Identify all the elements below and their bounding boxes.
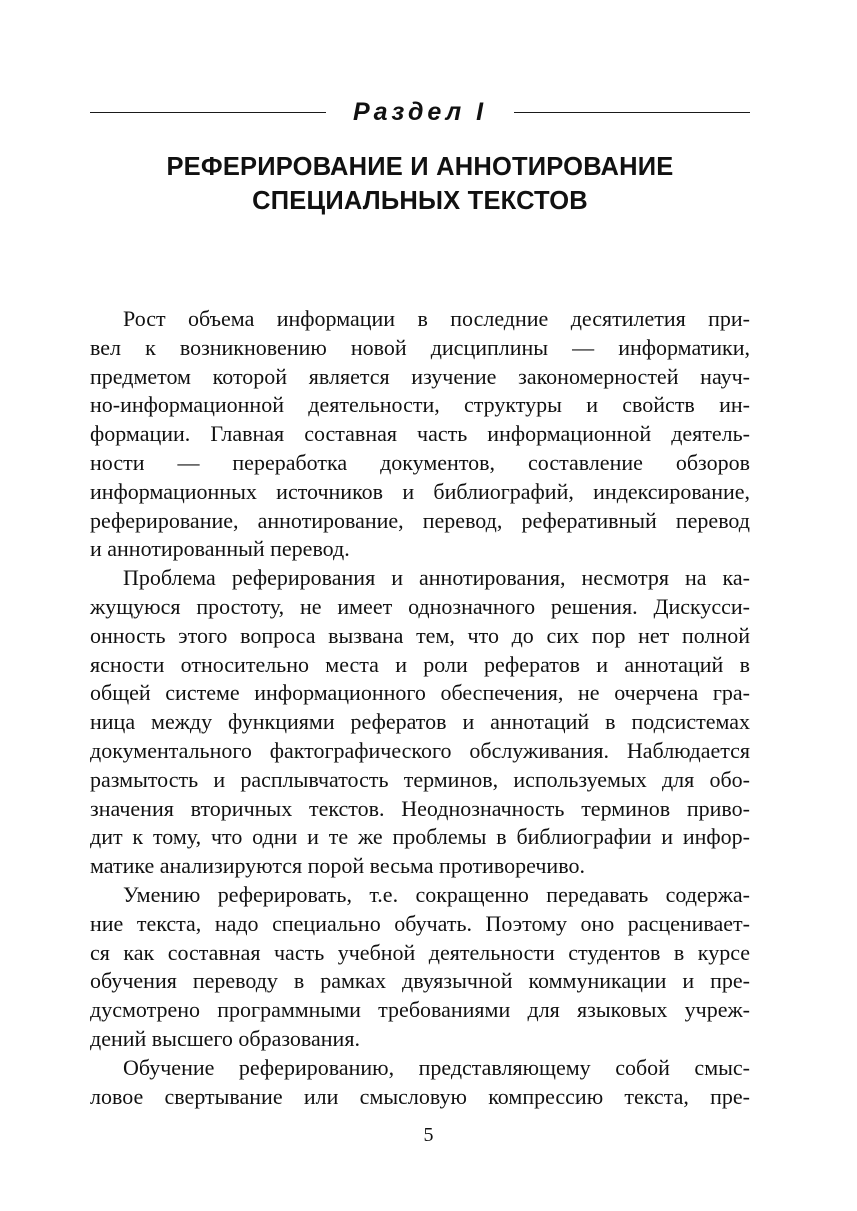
text-line: ловое свертывание или смысловую компрессию текста, пре-	[90, 1083, 750, 1109]
section-label: Раздел I	[352, 98, 488, 126]
text-line: размытость и расплывчатость терминов, используемых для обо-	[90, 766, 750, 792]
section-rule-left	[90, 112, 326, 113]
chapter-title	[90, 150, 750, 218]
text-line: вел к возникновению новой дисциплины — информатики,	[90, 334, 750, 360]
chapter-title-line-2: СПЕЦИАЛЬНЫХ ТЕКСТОВ	[252, 187, 588, 215]
text-line: матике анализируются порой весьма противоречиво.	[90, 853, 585, 879]
text-line: ние текста, надо специально обучать. Поэтому оно расценивает-	[90, 910, 750, 936]
text-line: обучения переводу в рамках двуязычной коммуникации и пре-	[90, 968, 750, 994]
text-line: дит к тому, что одни и те же проблемы в библиографии и инфор-	[90, 824, 750, 850]
body-text	[90, 305, 750, 1111]
text-line: Умению реферировать, т.е. сокращенно передавать содержа-	[123, 881, 750, 907]
section-header	[90, 94, 750, 130]
paragraph-1	[90, 305, 750, 564]
text-line: предметом которой является изучение закономерностей науч-	[90, 363, 750, 389]
text-line: документального фактографического обслуживания. Наблюдается	[90, 737, 750, 763]
text-line: Рост объема информации в последние десятилетия при-	[123, 306, 750, 331]
text-line: значения вторичных текстов. Неоднозначность терминов приво-	[90, 795, 750, 821]
text-line: информационных источников и библиографий, индексирование,	[90, 478, 750, 504]
text-line: формации. Главная составная часть информационной деятель-	[90, 421, 750, 447]
paragraph-3	[90, 881, 750, 1054]
text-line: жущуюся простоту, не имеет однозначного решения. Дискусси-	[90, 593, 750, 619]
text-line: но-информационной деятельности, структуры и свойств ин-	[90, 392, 750, 418]
paragraph-2	[90, 564, 750, 881]
text-line: ся как составная часть учебной деятельности студентов в курсе	[90, 939, 750, 965]
text-line: реферирование, аннотирование, перевод, реферативный перевод	[90, 507, 750, 533]
text-line: ясности относительно места и роли рефератов и аннотаций в	[90, 651, 750, 677]
text-line: дений высшего образования.	[90, 1025, 360, 1051]
text-line: Обучение реферированию, представляющему собой смыс-	[123, 1054, 750, 1080]
chapter-title-line-1: РЕФЕРИРОВАНИЕ И АННОТИРОВАНИЕ	[166, 153, 674, 181]
text-line: Проблема реферирования и аннотирования, несмотря на ка-	[123, 565, 750, 591]
text-line: общей системе информационного обеспечения, не очерчена гра-	[90, 680, 750, 706]
text-line: ница между функциями рефератов и аннотаций в подсистемах	[90, 709, 750, 735]
page-number: 5	[423, 1124, 434, 1146]
section-rule-right	[514, 112, 750, 113]
paragraph-4	[90, 1054, 750, 1112]
text-line: онность этого вопроса вызвана тем, что до сих пор нет полной	[90, 622, 750, 648]
text-line: дусмотрено программными требованиями для языковых учреж-	[90, 997, 750, 1023]
text-line: ности — переработка документов, составление обзоров	[90, 449, 750, 475]
text-line: и аннотированный перевод.	[90, 536, 350, 562]
